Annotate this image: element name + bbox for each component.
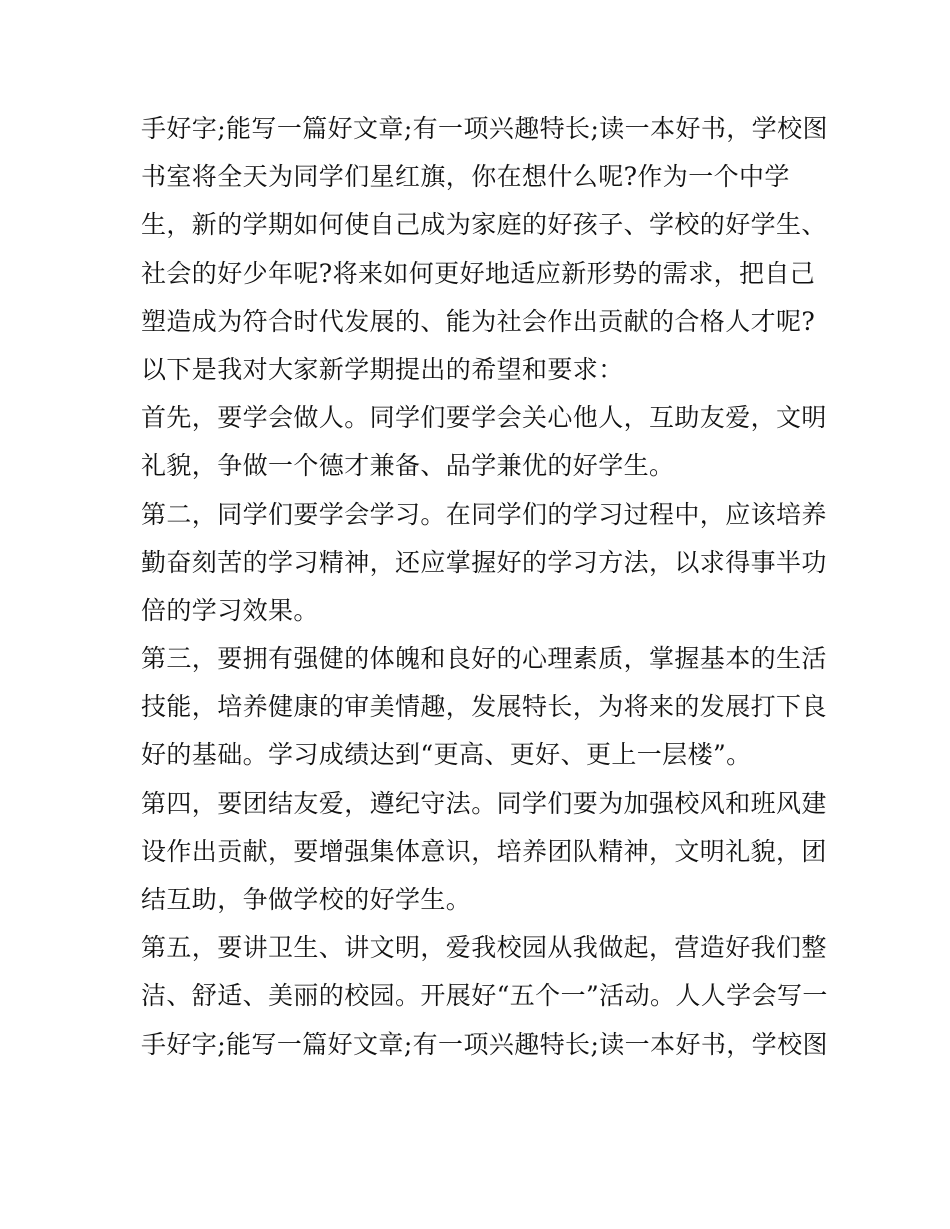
text-line: 好的基础。学习成绩达到“更高、更好、更上一层楼”。 bbox=[141, 740, 752, 770]
text-line: 洁、舒适、美丽的校园。开展好“五个一”活动。人人学会写一 bbox=[141, 981, 828, 1011]
text-line: 生，新的学期如何使自己成为家庭的好孩子、学校的好学生、 bbox=[141, 210, 827, 240]
text-line: 倍的学习效果。 bbox=[141, 595, 319, 625]
text-line: 第五，要讲卫生、讲文明，爱我校园从我做起，营造好我们整 bbox=[141, 933, 827, 963]
text-line: 勤奋刻苦的学习精神，还应掌握好的学习方法，以求得事半功 bbox=[141, 547, 827, 577]
text-line: 书室将全天为同学们星红旗，你在想什么呢?作为一个中学 bbox=[141, 162, 790, 192]
text-line: 手好字;能写一篇好文章;有一项兴趣特长;读一本好书，学校图 bbox=[141, 1029, 828, 1059]
text-line: 以下是我对大家新学期提出的希望和要求： bbox=[141, 354, 624, 384]
text-line: 设作出贡献，要增强集体意识，培养团队精神，文明礼貌，团 bbox=[141, 836, 827, 866]
text-line: 第三，要拥有强健的体魄和良好的心理素质，掌握基本的生活 bbox=[141, 644, 827, 674]
text-line: 社会的好少年呢?将来如何更好地适应新形势的需求，把自己 bbox=[141, 258, 816, 288]
text-line: 第四，要团结友爱，遵纪守法。同学们要为加强校风和班风建 bbox=[141, 788, 827, 818]
text-line: 手好字;能写一篇好文章;有一项兴趣特长;读一本好书，学校图 bbox=[141, 114, 828, 143]
text-line: 第二，同学们要学会学习。在同学们的学习过程中，应该培养 bbox=[141, 499, 827, 529]
text-line: 技能，培养健康的审美情趣，发展特长，为将来的发展打下良 bbox=[141, 692, 827, 722]
text-line: 结互助，争做学校的好学生。 bbox=[141, 885, 472, 914]
text-line: 礼貌，争做一个德才兼备、品学兼优的好学生。 bbox=[141, 451, 675, 481]
body-text bbox=[141, 105, 828, 1069]
text-line: 首先，要学会做人。同学们要学会关心他人，互助友爱，文明 bbox=[141, 403, 827, 433]
text-line: 塑造成为符合时代发展的、能为社会作出贡献的合格人才呢? bbox=[141, 306, 816, 336]
